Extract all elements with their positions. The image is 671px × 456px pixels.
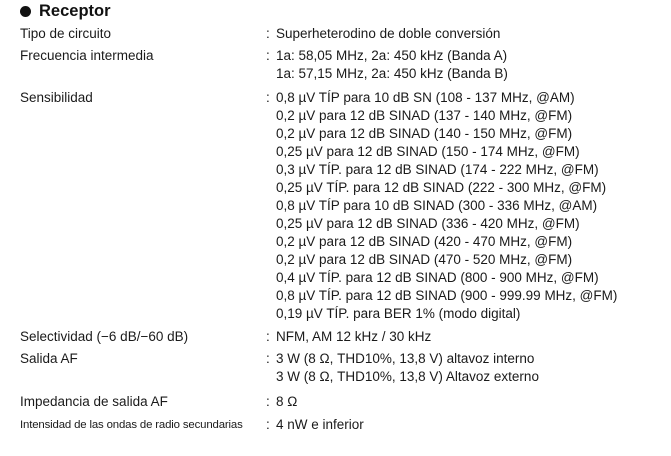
spec-value: 1a: 58,05 MHz, 2a: 450 kHz (Banda A) — [276, 48, 508, 63]
spec-values — [276, 350, 539, 386]
spec-values — [276, 47, 508, 83]
spec-value: 0,2 µV para 12 dB SINAD (137 - 140 MHz, @FM) — [276, 108, 573, 123]
spec-label: Sensibilidad — [20, 90, 93, 105]
spec-value: 0,2 µV para 12 dB SINAD (470 - 520 MHz, @FM) — [276, 252, 573, 267]
spec-value: 0,25 µV para 12 dB SINAD (150 - 174 MHz, @FM) — [276, 144, 580, 159]
spec-value: 3 W (8 Ω, THD10%, 13,8 V) altavoz interno — [276, 351, 535, 366]
bullet-icon — [20, 6, 31, 17]
section-heading — [20, 0, 111, 22]
spec-value: 4 nW e inferior — [276, 417, 364, 432]
spec-values — [276, 328, 431, 346]
spec-value: 0,8 µV TÍP para 10 dB SINAD (300 - 336 MHz, @AM) — [276, 198, 598, 213]
spec-value: 0,8 µV TÍP. para 12 dB SINAD (900 - 999.99 MHz, @FM) — [276, 288, 618, 303]
section-title: Receptor — [39, 1, 111, 20]
spec-label: Salida AF — [20, 351, 78, 366]
spec-value: 0,4 µV TÍP. para 12 dB SINAD (800 - 900 MHz, @FM) — [276, 270, 599, 285]
colon-separator: : — [266, 351, 270, 366]
spec-value: 1a: 57,15 MHz, 2a: 450 kHz (Banda B) — [276, 66, 508, 81]
spec-values — [276, 393, 297, 411]
spec-label: Intensidad de las ondas de radio secundarias — [20, 419, 243, 431]
spec-values — [276, 89, 617, 323]
colon-separator: : — [266, 394, 270, 409]
spec-value: 0,2 µV para 12 dB SINAD (420 - 470 MHz, @FM) — [276, 234, 573, 249]
colon-separator: : — [266, 90, 270, 105]
spec-value: 8 Ω — [276, 394, 298, 409]
spec-value: 0,8 µV TÍP para 10 dB SN (108 - 137 MHz, @AM) — [276, 90, 575, 105]
spec-label: Tipo de circuito — [20, 26, 112, 41]
spec-label: Selectividad (−6 dB/−60 dB) — [20, 329, 189, 344]
spec-value: NFM, AM 12 kHz / 30 kHz — [276, 329, 432, 344]
spec-value: 0,19 µV TÍP. para BER 1% (modo digital) — [276, 306, 521, 321]
colon-separator: : — [266, 48, 270, 63]
colon-separator: : — [266, 26, 270, 41]
spec-value: 0,25 µV para 12 dB SINAD (336 - 420 MHz, @FM) — [276, 216, 580, 231]
spec-value: 0,2 µV para 12 dB SINAD (140 - 150 MHz, @FM) — [276, 126, 573, 141]
spec-values — [276, 25, 500, 43]
spec-label: Impedancia de salida AF — [20, 394, 168, 409]
spec-value: 3 W (8 Ω, THD10%, 13,8 V) Altavoz externo — [276, 369, 539, 384]
colon-separator: : — [266, 417, 270, 432]
spec-value: 0,25 µV TÍP. para 12 dB SINAD (222 - 300 MHz, @FM) — [276, 180, 607, 195]
spec-label: Frecuencia intermedia — [20, 48, 154, 63]
colon-separator: : — [266, 329, 270, 344]
spec-value: 0,3 µV TÍP. para 12 dB SINAD (174 - 222 MHz, @FM) — [276, 162, 599, 177]
spec-values — [276, 416, 364, 434]
spec-value: Superheterodino de doble conversión — [276, 26, 501, 41]
